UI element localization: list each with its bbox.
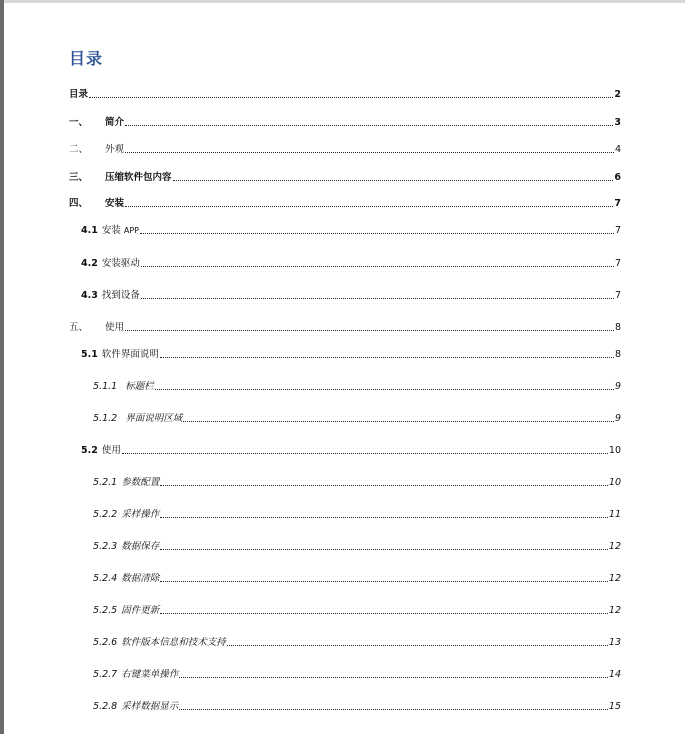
toc-label: 使用 xyxy=(101,445,121,456)
toc-entry-data-save[interactable] xyxy=(93,539,621,553)
toc-number: 5.1 xyxy=(81,349,98,360)
toc-number: 5.2 xyxy=(81,445,98,456)
toc-number: 五、 xyxy=(69,322,89,333)
toc-leader xyxy=(141,265,614,267)
toc-label: 界面说明区域 xyxy=(125,413,183,424)
toc-number: 5.2.3 xyxy=(93,541,118,552)
toc-leader xyxy=(160,548,608,550)
toc-label: 数据清除 xyxy=(121,573,160,584)
toc-entry-find-device[interactable] xyxy=(81,288,621,302)
toc-page-number: 4 xyxy=(614,144,621,155)
toc-leader xyxy=(160,484,608,486)
toc-number: 一、 xyxy=(69,117,89,128)
toc-label: 使用 xyxy=(105,322,125,333)
toc-page-number: 7 xyxy=(614,290,621,301)
toc-number: 5.2.7 xyxy=(93,669,118,680)
toc-number: 5.2.5 xyxy=(93,605,118,616)
toc-leader xyxy=(125,124,613,126)
toc-label: 标题栏 xyxy=(125,381,154,392)
toc-leader xyxy=(141,297,614,299)
toc-leader xyxy=(183,420,614,422)
toc-page-number: 12 xyxy=(608,605,621,616)
toc-leader xyxy=(125,205,613,207)
toc-entry-param-config[interactable] xyxy=(93,475,621,489)
toc-leader xyxy=(122,452,608,454)
toc-number: 二、 xyxy=(69,144,89,155)
toc-leader xyxy=(179,676,608,678)
toc-number: 5.2.6 xyxy=(93,637,118,648)
toc-entry-sample-display[interactable] xyxy=(93,699,621,713)
toc-number: 三、 xyxy=(69,172,89,183)
toc-leader xyxy=(160,356,614,358)
toc-leader xyxy=(160,580,608,582)
toc-label: 右键菜单操作 xyxy=(121,669,179,680)
page-left-edge xyxy=(0,0,4,734)
toc-label: 简介 xyxy=(105,117,125,128)
toc-entry-ui-area[interactable] xyxy=(93,411,621,425)
toc-page-number: 15 xyxy=(608,701,621,712)
page-title: 目录 xyxy=(69,49,104,68)
toc-leader xyxy=(155,388,614,390)
toc-page-number: 2 xyxy=(614,89,621,100)
toc-entry-install-driver[interactable] xyxy=(81,256,621,270)
toc-label: 数据保存 xyxy=(121,541,160,552)
toc-entry-intro[interactable] xyxy=(69,115,621,129)
toc-leader xyxy=(140,232,614,234)
toc-entry-version-support[interactable] xyxy=(93,635,621,649)
toc-page-number: 8 xyxy=(614,349,621,360)
toc-leader xyxy=(173,179,614,181)
toc-leader xyxy=(89,96,613,98)
toc-entry-firmware-update[interactable] xyxy=(93,603,621,617)
toc-page-number: 12 xyxy=(608,573,621,584)
toc-page-number: 12 xyxy=(608,541,621,552)
toc-label: 软件版本信息和技术支持 xyxy=(121,637,226,648)
toc-entry-sampling[interactable] xyxy=(93,507,621,521)
toc-number: 4.3 xyxy=(81,290,98,301)
toc-number: 5.2.2 xyxy=(93,509,118,520)
toc-number: 4.2 xyxy=(81,258,98,269)
toc-number: 5.2.4 xyxy=(93,573,118,584)
toc-leader xyxy=(160,612,608,614)
toc-page-number: 10 xyxy=(608,477,621,488)
toc-page-number: 13 xyxy=(608,637,621,648)
toc-label: 找到设备 xyxy=(101,290,140,301)
page-top-edge xyxy=(0,0,685,3)
toc-page-number: 14 xyxy=(608,669,621,680)
toc-page-number: 8 xyxy=(614,322,621,333)
toc-entry-usage[interactable] xyxy=(69,320,621,334)
toc-label: 压缩软件包内容 xyxy=(105,172,172,183)
toc-number: 5.1.1 xyxy=(93,381,118,392)
toc-page-number: 11 xyxy=(608,509,621,520)
toc-label: 固件更新 xyxy=(121,605,160,616)
toc-label: 参数配置 xyxy=(121,477,160,488)
toc-label: 安装 xyxy=(101,225,121,236)
toc-number: 四、 xyxy=(69,198,89,209)
toc-label: 采样操作 xyxy=(121,509,160,520)
toc-number: 5.2.1 xyxy=(93,477,118,488)
toc-label: 目录 xyxy=(69,89,89,100)
toc-page-number: 7 xyxy=(614,225,621,236)
toc-entry-install[interactable] xyxy=(69,196,621,210)
toc-leader xyxy=(179,708,608,710)
toc-leader xyxy=(160,516,608,518)
toc-label: 安装驱动 xyxy=(101,258,140,269)
toc-entry-usage-detail[interactable] xyxy=(81,443,621,457)
toc-leader xyxy=(227,644,608,646)
toc-label: 外观 xyxy=(105,144,125,155)
toc-entry-context-menu[interactable] xyxy=(93,667,621,681)
toc-page-number: 9 xyxy=(614,381,621,392)
toc-page-number: 9 xyxy=(614,413,621,424)
toc-page-number: 7 xyxy=(614,258,621,269)
toc-label-suffix: APP xyxy=(123,226,139,235)
toc-entry-ui-description[interactable] xyxy=(81,347,621,361)
toc-page-number: 3 xyxy=(614,117,621,128)
toc-entry-install-app[interactable] xyxy=(81,223,621,237)
toc-entry-contents[interactable] xyxy=(69,87,621,101)
toc-page-number: 6 xyxy=(614,172,621,183)
toc-page-number: 7 xyxy=(614,198,621,209)
toc-label: 软件界面说明 xyxy=(101,349,159,360)
toc-number: 5.2.8 xyxy=(93,701,118,712)
toc-page-number: 10 xyxy=(608,445,621,456)
toc-label: 安装 xyxy=(105,198,125,209)
toc-number: 4.1 xyxy=(81,225,98,236)
toc-entry-title-bar[interactable] xyxy=(93,379,621,393)
toc-entry-data-clear[interactable] xyxy=(93,571,621,585)
toc-entry-package-contents[interactable] xyxy=(69,170,621,184)
toc-entry-appearance[interactable] xyxy=(69,142,621,156)
toc-leader xyxy=(125,329,614,331)
toc-leader xyxy=(125,151,614,153)
toc-label: 采样数据显示 xyxy=(121,701,179,712)
toc-number: 5.1.2 xyxy=(93,413,118,424)
